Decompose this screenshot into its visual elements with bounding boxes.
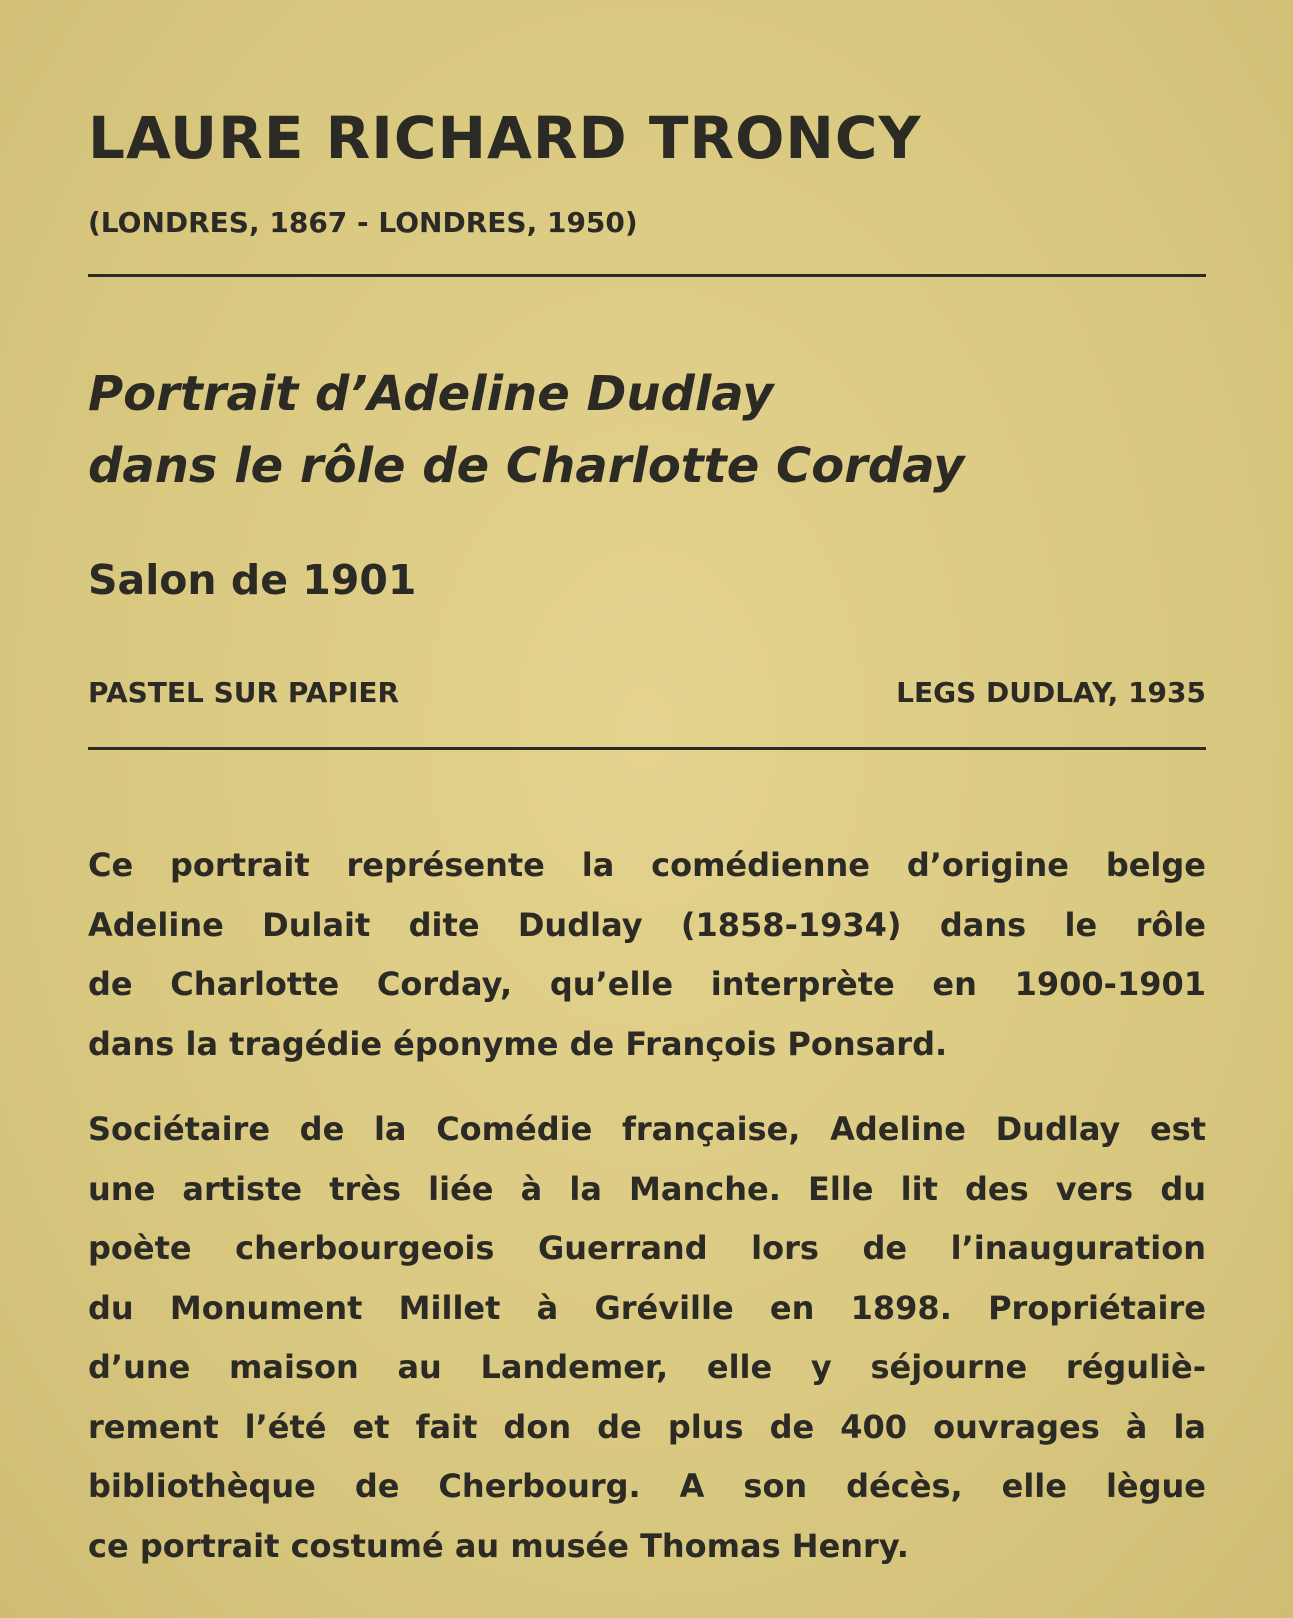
text-line: poète cherbourgeois Guerrand lors de l’inauguration: [88, 1229, 1206, 1267]
divider-bottom: [88, 747, 1206, 750]
artwork-title-line-1: Portrait d’Adeline Dudlay: [88, 366, 774, 422]
artwork-medium: PASTEL SUR PAPIER: [88, 676, 400, 709]
artwork-title: [88, 358, 964, 502]
artist-name: LAURE RICHARD TRONCY: [88, 104, 922, 172]
exhibition-info: Salon de 1901: [88, 556, 417, 604]
text-line: Ce portrait représente la comédienne d’origine belge: [88, 846, 1206, 884]
text-line: rement l’été et fait don de plus de 400 ouvrages à la: [88, 1407, 1206, 1446]
artwork-credit: LEGS DUDLAY, 1935: [896, 676, 1206, 709]
artwork-title-line-2: dans le rôle de Charlotte Corday: [88, 438, 965, 494]
description-paragraph-1: [88, 836, 1206, 1074]
text-line: une artiste très liée à la Manche. Elle lit des vers du: [88, 1169, 1206, 1208]
text-line: de Charlotte Corday, qu’elle interprète en 1900-1901: [88, 965, 1206, 1003]
text-line: d’une maison au Landemer, elle y séjourne réguliè-: [88, 1348, 1206, 1386]
text-line: du Monument Millet à Gréville en 1898. Propriétaire: [88, 1288, 1206, 1327]
artist-dates: (LONDRES, 1867 - LONDRES, 1950): [88, 206, 638, 239]
description-paragraph-2: [88, 1100, 1206, 1576]
text-line: Sociétaire de la Comédie française, Adeline Dudlay est: [88, 1110, 1206, 1148]
text-line: dans la tragédie éponyme de François Ponsard.: [88, 1024, 948, 1063]
text-line: ce portrait costumé au musée Thomas Henry.: [88, 1526, 909, 1565]
divider-top: [88, 274, 1206, 277]
text-line: bibliothèque de Cherbourg. A son décès, elle lègue: [88, 1467, 1206, 1505]
text-line: Adeline Dulait dite Dudlay (1858-1934) dans le rôle: [88, 905, 1206, 944]
